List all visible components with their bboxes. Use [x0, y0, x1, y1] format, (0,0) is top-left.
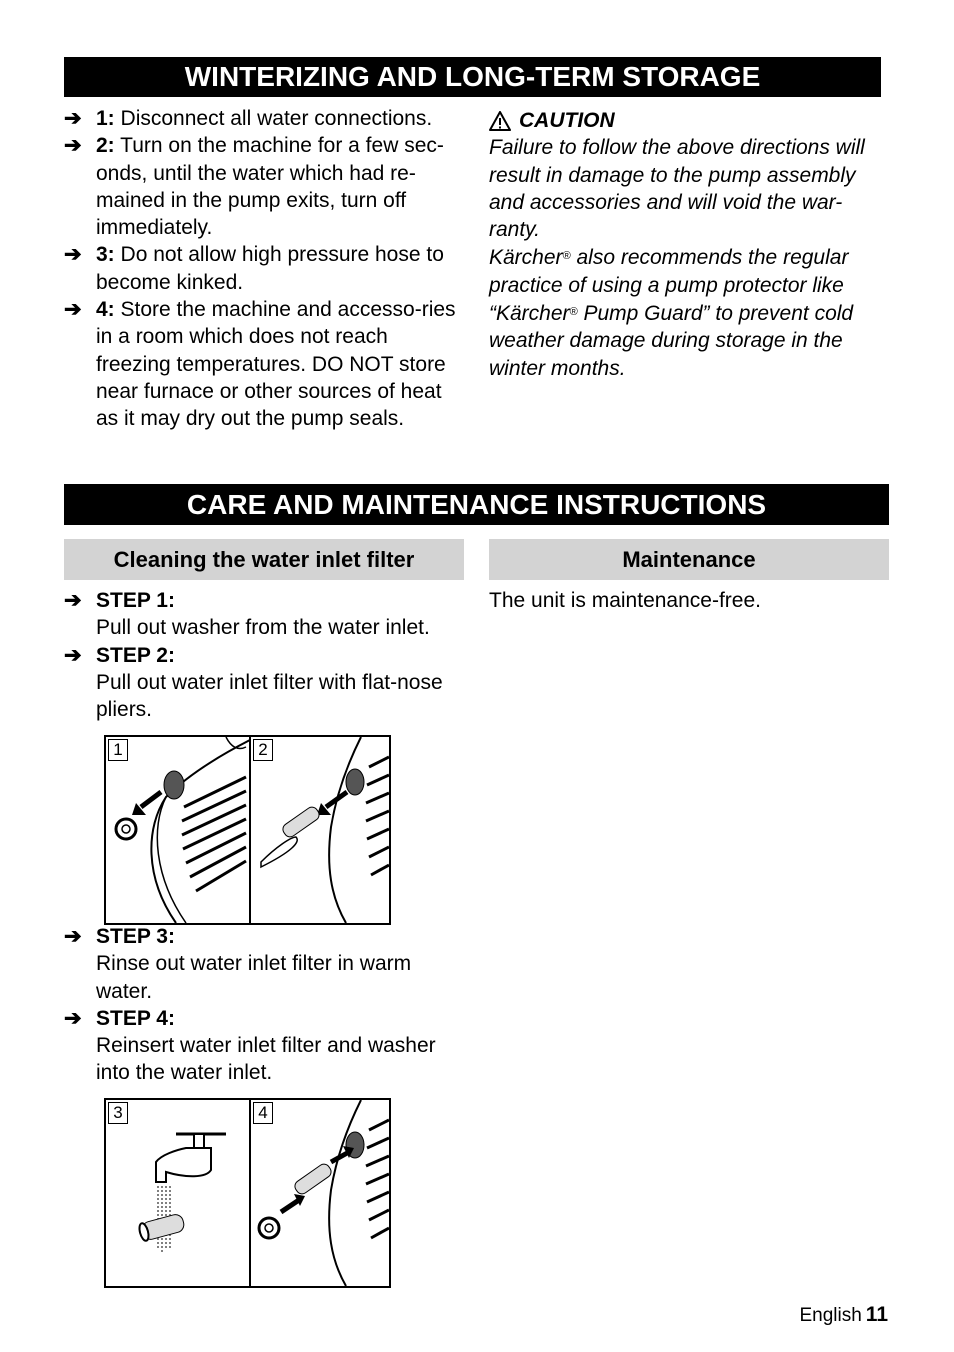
item-number: 3: [96, 243, 115, 267]
panel-number: 3 [108, 1102, 128, 1124]
arrow-right-icon: ➔ [64, 643, 82, 667]
item-text: Turn on the machine for a few sec-onds, until the water which had re-mained in the pump exits, turn off immediately. [96, 134, 444, 240]
item-text: Disconnect all water connections. [120, 107, 433, 130]
item-number: 1: [96, 107, 115, 130]
registered-mark: ® [562, 250, 571, 263]
page-number: 11 [865, 1303, 888, 1326]
item-text: Do not allow high pressure hose to become kinked. [96, 243, 444, 294]
figure-panel-1 [106, 737, 251, 923]
recommendation-text-part2: Pump Guard” to prevent cold weather damage during storage in the winter months. [489, 302, 854, 380]
warning-triangle-icon [489, 111, 511, 131]
filter-removal-illustration [251, 737, 389, 923]
step-label: STEP 1: [96, 589, 175, 612]
figure-panel-2 [251, 737, 389, 923]
item-number: 4: [96, 298, 115, 322]
caution-recommendation [489, 243, 889, 381]
step-text: Pull out water inlet filter with flat-nose pliers. [96, 670, 443, 722]
list-item [64, 296, 464, 432]
step-label: STEP 2: [96, 643, 175, 667]
registered-mark: ® [569, 306, 578, 319]
page-footer [799, 1303, 888, 1327]
arrow-right-icon: ➔ [64, 925, 82, 948]
cleaning-heading: Cleaning the water inlet filter [64, 539, 464, 580]
figure-panel-4 [251, 1100, 389, 1286]
recommendation-text-part1: also recommends the regular practice of using a pump protector like “Kärcher [489, 246, 849, 326]
list-item [64, 132, 464, 241]
section-title-care: CARE AND MAINTENANCE INSTRUCTIONS [64, 484, 889, 525]
item-number: 2: [96, 134, 115, 158]
faucet-rinse-illustration [106, 1100, 249, 1286]
washer-removal-illustration [106, 737, 249, 923]
caution-heading [489, 107, 889, 134]
section-title-winterizing: WINTERIZING AND LONG-TERM STORAGE [64, 57, 881, 97]
list-item [64, 923, 464, 1005]
step-label: STEP 4: [96, 1006, 175, 1030]
step-label: STEP 3: [96, 925, 175, 948]
arrow-right-icon: ➔ [64, 134, 82, 158]
maintenance-text: The unit is maintenance-free. [489, 589, 761, 612]
arrow-right-icon: ➔ [64, 107, 82, 130]
panel-number: 4 [253, 1102, 273, 1124]
panel-number: 2 [253, 739, 273, 761]
figure-steps-1-2 [104, 735, 391, 925]
brand-name: Kärcher [489, 246, 563, 270]
step-text: Pull out washer from the water inlet. [96, 616, 430, 640]
caution-text: Failure to follow the above directions will result in damage to the pump assembly and accessories and will void the war-ranty. [489, 136, 865, 242]
caution-label: CAUTION [519, 109, 615, 132]
arrow-right-icon: ➔ [64, 589, 82, 612]
arrow-right-icon: ➔ [64, 1006, 82, 1030]
step-text: Rinse out water inlet filter in warm water. [96, 952, 412, 1003]
list-item [64, 241, 464, 296]
arrow-right-icon: ➔ [64, 243, 82, 267]
step-text: Reinsert water inlet filter and washer into the water inlet. [96, 1034, 436, 1085]
list-item [64, 642, 464, 724]
footer-language: English [799, 1305, 862, 1326]
winterizing-list [64, 105, 464, 433]
caution-block [489, 107, 889, 382]
item-text: Store the machine and accesso-ries in a room which does not reach freezing temperatures. DO NOT store near furnace or other sources of heat as it may dry out the pump seals. [96, 298, 456, 431]
arrow-right-icon: ➔ [64, 298, 82, 322]
steps-1-2 [64, 587, 464, 723]
panel-number: 1 [108, 739, 128, 761]
maintenance-heading: Maintenance [489, 539, 889, 580]
list-item [64, 105, 464, 132]
figure-panel-3 [106, 1100, 251, 1286]
list-item [64, 1005, 464, 1087]
figure-steps-3-4 [104, 1098, 391, 1288]
filter-reinsert-illustration [251, 1100, 389, 1286]
list-item [64, 587, 464, 642]
steps-3-4 [64, 923, 464, 1087]
